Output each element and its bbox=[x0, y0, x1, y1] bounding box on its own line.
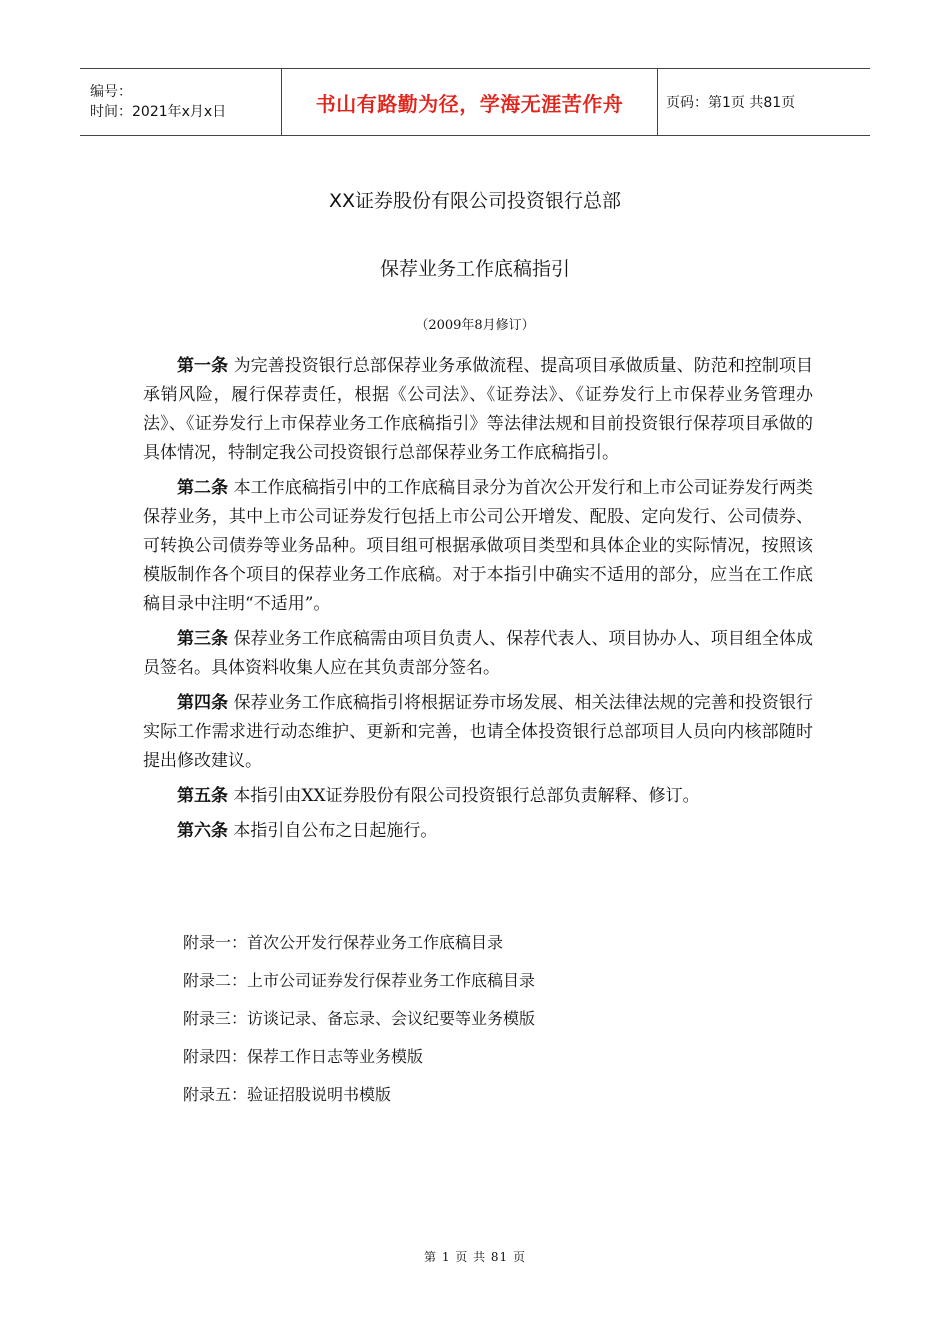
article-2 bbox=[143, 474, 813, 619]
article-label: 第四条 bbox=[177, 693, 229, 713]
page-footer: 第 1 页 共 81 页 bbox=[424, 1250, 526, 1264]
appendix-item: 附录四：保荐工作日志等业务模版 bbox=[183, 1047, 424, 1066]
article-label: 第二条 bbox=[177, 478, 229, 498]
article-label: 第三条 bbox=[177, 629, 229, 649]
article-4 bbox=[143, 689, 813, 776]
header-motto: 书山有路勤为径，学海无涯苦作舟 bbox=[282, 69, 658, 135]
appendix-list bbox=[183, 924, 783, 1114]
header-meta bbox=[80, 69, 282, 135]
appendix-item: 附录五：验证招股说明书模版 bbox=[183, 1085, 392, 1104]
article-text: 为完善投资银行总部保荐业务承做流程、提高项目承做质量、防范和控制项目承销风险，履行保荐责任，根据《公司法》、《证券法》、《证券发行上市保荐业务管理办法》、《证券发行上市保荐业务工作底稿指引》等法律法规和目前投资银行保荐项目承做的具体情况，特制定我公司投资银行总部保荐业务工作底稿指引。 bbox=[143, 356, 814, 463]
document-title: XX证券股份有限公司投资银行总部 bbox=[328, 190, 622, 212]
article-5 bbox=[143, 782, 813, 811]
article-label: 第一条 bbox=[177, 356, 229, 376]
header-time: 时间：2021年x月x日 bbox=[90, 104, 227, 120]
header-page: 页码：第1页 共81页 bbox=[666, 95, 796, 111]
appendix-item: 附录二：上市公司证券发行保荐业务工作底稿目录 bbox=[183, 971, 536, 990]
article-text: 本工作底稿指引中的工作底稿目录分为首次公开发行和上市公司证券发行两类保荐业务，其中上市公司证券发行包括上市公司公开增发、配股、定向发行、公司债券、可转换公司债券等业务品种。项目组可根据承做项目类型和具体企业的实际情况，按照该模版制作各个项目的保荐业务工作底稿。对于本指引中确实不适用的部分，应当在工作底稿目录中注明“不适用”。 bbox=[143, 478, 814, 614]
articles bbox=[143, 352, 813, 852]
article-text: 本指引自公布之日起施行。 bbox=[228, 821, 438, 841]
article-1 bbox=[143, 352, 813, 468]
article-3 bbox=[143, 625, 813, 683]
appendix-item: 附录三：访谈记录、备忘录、会议纪要等业务模版 bbox=[183, 1009, 536, 1028]
article-label: 第六条 bbox=[177, 821, 228, 841]
article-text: 保荐业务工作底稿指引将根据证券市场发展、相关法律法规的完善和投资银行实际工作需求进行动态维护、更新和完善，也请全体投资银行总部项目人员向内核部随时提出修改建议。 bbox=[143, 693, 814, 771]
revision-note: （2009年8月修订） bbox=[415, 318, 535, 333]
article-6 bbox=[143, 817, 813, 846]
article-label: 第五条 bbox=[177, 786, 228, 806]
header-number: 编号： bbox=[90, 84, 132, 100]
page-header bbox=[80, 68, 870, 136]
document-subtitle: 保荐业务工作底稿指引 bbox=[379, 258, 570, 280]
article-text: 保荐业务工作底稿需由项目负责人、保荐代表人、项目协办人、项目组全体成员签名。具体资料收集人应在其负责部分签名。 bbox=[143, 629, 814, 678]
article-text: 本指引由XX证券股份有限公司投资银行总部负责解释、修订。 bbox=[228, 786, 700, 806]
appendix-item: 附录一：首次公开发行保荐业务工作底稿目录 bbox=[183, 933, 504, 952]
